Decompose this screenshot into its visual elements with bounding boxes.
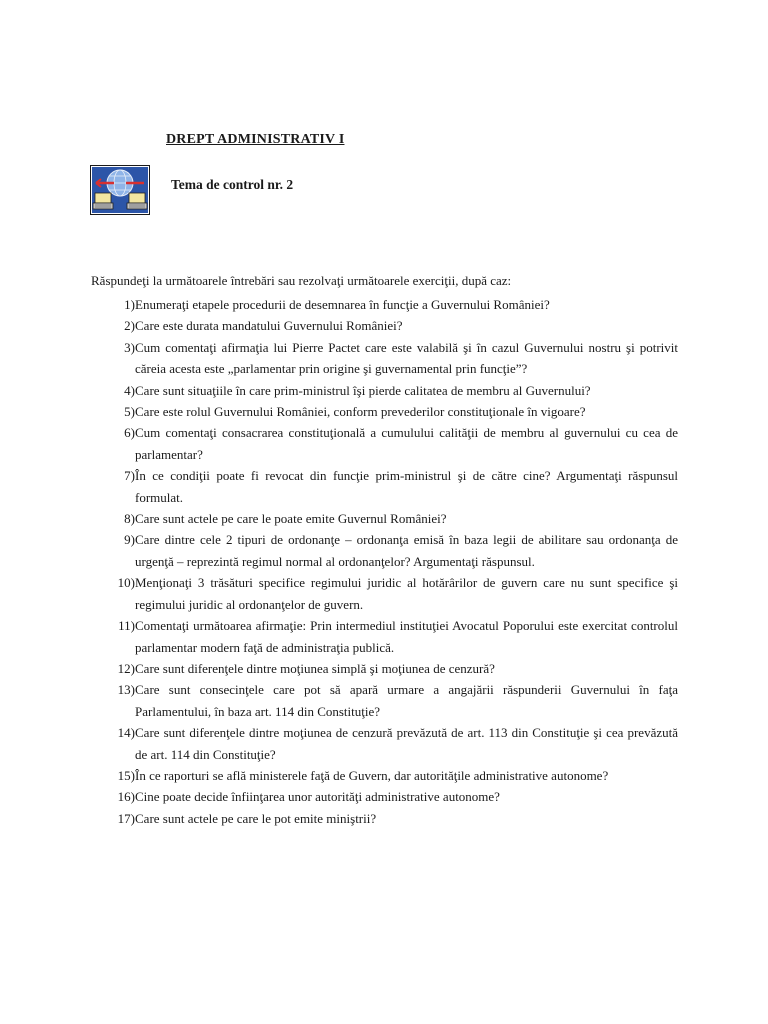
- question-number: 13): [117, 682, 135, 698]
- question-item: [91, 615, 678, 658]
- question-item: [91, 294, 678, 315]
- question-item: [91, 465, 678, 508]
- question-number: 11): [118, 618, 135, 634]
- question-item: [91, 786, 678, 807]
- question-text: În ce condiţii poate fi revocat din funcţie prim-ministrul şi de către cine? Argumentaţi răspunsul formulat.: [135, 468, 678, 505]
- question-list: [91, 294, 678, 829]
- question-item: [91, 315, 678, 336]
- question-number: 10): [117, 575, 135, 591]
- question-text: Enumeraţi etapele procedurii de desemnarea în funcţie a Guvernului României?: [135, 297, 550, 312]
- question-text: Care sunt situaţiile în care prim-ministrul îşi pierde calitatea de membru al Guvernului?: [135, 382, 591, 398]
- question-item: [91, 572, 678, 615]
- question-text: Care sunt actele pe care le pot emite miniştrii?: [135, 810, 377, 826]
- question-number: 8): [124, 511, 135, 527]
- question-item: [91, 529, 678, 572]
- question-number: 5): [124, 404, 135, 420]
- question-item: [91, 808, 678, 829]
- question-number: 15): [117, 767, 135, 783]
- question-text: Care sunt diferenţele dintre moţiunea simplă şi moţiunea de cenzură?: [135, 660, 495, 676]
- question-item: [91, 380, 678, 401]
- instructions-text: Răspundeţi la următoarele întrebări sau rezolvaţi următoarele exerciţii, după caz:: [91, 273, 512, 288]
- question-number: 7): [124, 468, 135, 484]
- question-number: 9): [124, 532, 135, 548]
- question-number: 16): [117, 789, 135, 805]
- question-text: În ce raporturi se află ministerele faţă de Guvern, dar autorităţile administrative autonome?: [135, 767, 609, 783]
- question-text: Care sunt consecinţele care pot să apară urmare a angajării răspunderii Guvernului în faţa Parlamentului, în baza art. 114 din Constituţie?: [135, 682, 678, 719]
- question-text: Cum comentaţi afirmaţia lui Pierre Pactet care este valabilă şi în cazul Guvernului nostru şi potrivit căreia acesta este „parlamentar prin origine şi guvernamental prin funcţie”?: [135, 339, 678, 377]
- question-text: Care dintre cele 2 tipuri de ordonanţe – ordonanţa emisă în baza legii de abilitare sau ordonanţa de urgenţă – reprezintă regimul normal al ordonanţelor? Argumentaţi răspunsul.: [135, 532, 678, 569]
- question-number: 6): [124, 425, 135, 441]
- question-item: [91, 658, 678, 679]
- question-item: [91, 679, 678, 722]
- question-text: Cum comentaţi consacrarea constituţională a cumulului calităţii de membru al guvernului cu cea de parlamentar?: [135, 425, 678, 462]
- assignment-subtitle: Tema de control nr. 2: [171, 177, 294, 192]
- question-item: [91, 422, 678, 465]
- globe-computers-network-icon: [90, 165, 150, 215]
- question-text: Care sunt actele pe care le poate emite Guvernul României?: [135, 511, 447, 527]
- question-item: [91, 765, 678, 786]
- question-number: 3): [124, 339, 135, 355]
- question-text: Cine poate decide înfiinţarea unor autorităţi administrative autonome?: [135, 789, 500, 805]
- question-text: Comentaţi următoarea afirmaţie: Prin intermediul instituţiei Avocatul Poporului este exercitat controlul parlamentar modern faţă de administraţia publică.: [135, 618, 678, 655]
- question-text: Care este rolul Guvernului României, conform prevederilor constituţionale în vigoare?: [135, 404, 586, 420]
- question-text: Care sunt diferenţele dintre moţiunea de cenzură prevăzută de art. 113 din Constituţie şi cea prevăzută de art. 114 din Constituţie?: [135, 725, 678, 762]
- question-item: [91, 722, 678, 765]
- question-item: [91, 337, 678, 380]
- question-number: 14): [117, 725, 135, 741]
- question-number: 17): [117, 810, 135, 826]
- question-item: [91, 401, 678, 422]
- question-number: 2): [124, 318, 135, 334]
- question-number: 1): [124, 297, 135, 312]
- question-number: 4): [124, 382, 135, 398]
- question-text: Menţionaţi 3 trăsături specifice regimului juridic al hotărârilor de guvern care nu sunt specifice şi regimului juridic al ordonanţelor de guvern.: [135, 575, 678, 612]
- question-item: [91, 508, 678, 529]
- document-title: DREPT ADMINISTRATIV I: [166, 132, 345, 147]
- question-number: 12): [117, 660, 135, 676]
- question-text: Care este durata mandatului Guvernului României?: [135, 318, 403, 334]
